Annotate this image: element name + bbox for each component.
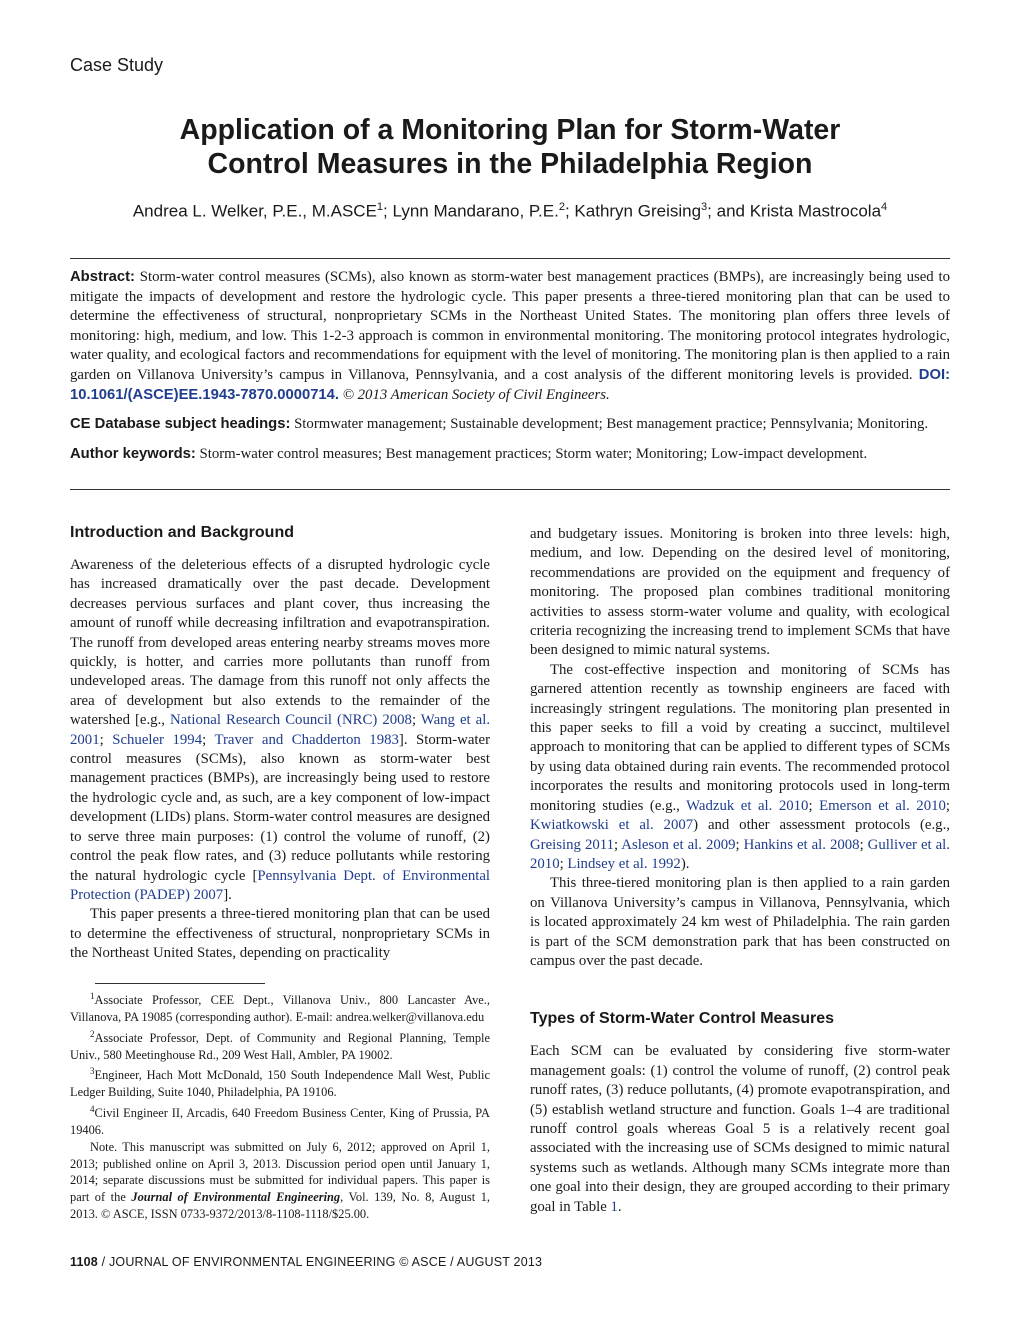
citation-separator: ; bbox=[808, 797, 820, 814]
author-2-affiliation: 2 bbox=[558, 201, 565, 213]
author-separator: ; bbox=[383, 201, 393, 221]
author-keywords-text: Storm-water control measures; Best management practices; Storm water; Monitoring; Low-impact development. bbox=[199, 445, 868, 462]
footnote-text: Associate Professor, Dept. of Community and Regional Planning, Temple Univ., 580 Meetinghouse Rd., 209 West Hall, Ambler, PA 19002. bbox=[70, 1030, 490, 1062]
abstract bbox=[70, 268, 950, 405]
author-1[interactable]: Andrea L. Welker, P.E., M.ASCE bbox=[132, 201, 377, 221]
abstract-block bbox=[70, 268, 950, 464]
right-column bbox=[530, 525, 950, 1217]
abstract-copyright: © 2013 American Society of Civil Engineers. bbox=[342, 386, 610, 403]
abstract-divider bbox=[70, 489, 950, 490]
citation-link[interactable]: Wang et al. 2001 bbox=[70, 712, 491, 748]
intro-text: Awareness of the deleterious effects of a disrupted hydrologic cycle has increased dramatically over the past decade. Development decreases pervious surfaces and plant cover, thus increasing the amount of runoff while decreasing infiltration and evapotranspiration. The runoff from developed areas entering nearby streams moves more quickly, is hotter, and carries more pollutants than runoff from undeveloped areas. The damage from this runoff not only affects the area of development but also extends to the remainder of the watershed [e.g., bbox=[70, 557, 490, 729]
citation-link[interactable]: Hankins et al. 2008 bbox=[743, 836, 860, 853]
abstract-text: Storm-water control measures (SCMs), also known as storm-water best management practices (BMPs), are increasingly being used to mitigate the impacts of development and restore the hydrologic cycle. This paper presents a three-tiered monitoring plan that can be used to determine the effectiveness of structural, nonproprietary SCMs in the Northeast United States. The monitoring plan offers three levels of monitoring: high, medium, and low. This 1-2-3 approach is common in environmental monitoring. The monitoring protocol integrates hydrologic, water quality, and ecological factors and recommendations for equipment with the level of monitoring. The monitoring plan is then applied to a rain garden on Villanova University’s campus in Villanova, Pennsylvania, and a cost analysis of the different monitoring levels is provided. bbox=[70, 269, 950, 383]
intro-text: ]. Storm-water control measures (SCMs), also known as storm-water best management practices (BMPs), are increasingly being used to restore the hydrologic cycle and, as such, are a key component of low-impact development (LIDs) plans. Storm-water control measures are designed to serve three main purposes: (1) control the volume of runoff, (2) control the peak flow rates, and (3) reduce pollutants while restoring the natural hydrologic cycle [ bbox=[70, 731, 490, 884]
citation-link[interactable]: Asleson et al. 2009 bbox=[621, 836, 736, 853]
author-separator: ; and bbox=[707, 201, 750, 221]
author-list bbox=[70, 201, 950, 222]
title-line-2: Control Measures in the Philadelphia Region bbox=[207, 148, 813, 180]
section-heading-introduction: Introduction and Background bbox=[70, 524, 294, 541]
citation-separator: ; bbox=[202, 731, 215, 748]
footnote-marker: 2 bbox=[90, 1028, 95, 1039]
intro-paragraph-4: This three-tiered monitoring plan is then applied to a rain garden on Villanova University’s campus in Villanova, Pennsylvania, which is located approximately 24 km west of Philadelphia. The rain garden is part of the SCM demonstration park that has been constructed on campus over the past decade. bbox=[530, 875, 950, 969]
footnote-3 bbox=[70, 1063, 490, 1101]
author-keywords-label: Author keywords: bbox=[70, 445, 196, 462]
footnote-marker: 1 bbox=[90, 991, 95, 1001]
citation-link[interactable]: Gulliver et al. 2010 bbox=[530, 836, 950, 872]
citation-separator: ; bbox=[559, 855, 568, 872]
citation-link[interactable]: Lindsey et al. 1992 bbox=[567, 855, 681, 872]
subject-headings-text: Stormwater management; Sustainable development; Best management practice; Pennsylvania; Monitoring. bbox=[294, 416, 929, 433]
footer-journal-info: / JOURNAL OF ENVIRONMENTAL ENGINEERING © ASCE / AUGUST 2013 bbox=[97, 1255, 543, 1269]
footnote-divider bbox=[95, 983, 265, 984]
footnote-marker: 4 bbox=[90, 1104, 95, 1115]
citation-link[interactable]: Greising 2011 bbox=[530, 836, 614, 853]
title-line-1: Application of a Monitoring Plan for Storm-Water bbox=[179, 114, 841, 146]
author-separator: ; bbox=[564, 201, 575, 221]
author-keywords bbox=[70, 445, 950, 465]
journal-name: Journal of Environmental Engineering bbox=[131, 1190, 341, 1205]
footnote-text: Civil Engineer II, Arcadis, 640 Freedom Business Center, King of Prussia, PA 19406. bbox=[70, 1106, 490, 1138]
note-text: Note. This manuscript was submitted on July 6, 2012; approved on April 1, 2013; published online on April 3, 2013. Discussion period open until January 1, 2014; separate discussions must be submitted for individual papers. This paper is part of the bbox=[70, 1139, 490, 1205]
citation-separator: ; bbox=[735, 836, 744, 853]
intro-text: The cost-effective inspection and monitoring of SCMs has garnered attention recently as township engineers are faced with increasingly stringent regulations. The monitoring plan presented in this paper seeks to fill a void by creating a succinct, multilevel approach to monitoring that can be applied to different types of SCMs by using data obtained during rain events. The recommended protocol incorporates the results and monitoring protocols used in long-term monitoring studies (e.g., bbox=[530, 661, 950, 814]
footnote-marker: 3 bbox=[90, 1066, 95, 1077]
citation-separator: ; bbox=[859, 836, 868, 853]
doi-link[interactable]: 10.1061/(ASCE)EE.1943-7870.0000714. bbox=[70, 386, 340, 403]
intro-text: ). bbox=[680, 855, 690, 872]
footnote-2 bbox=[70, 1026, 490, 1064]
types-paragraph-1 bbox=[530, 1042, 950, 1217]
top-divider bbox=[70, 258, 950, 259]
types-text: . bbox=[617, 1198, 622, 1215]
section-heading-types: Types of Storm-Water Control Measures bbox=[530, 1010, 835, 1028]
submission-note bbox=[70, 1139, 490, 1223]
intro-paragraph-2: This paper presents a three-tiered monitoring plan that can be used to determine the effectiveness of structural, nonproprietary SCMs in the Northeast United States, depending on practicality bbox=[70, 906, 490, 962]
author-3[interactable]: Kathryn Greising bbox=[574, 201, 702, 221]
citation-separator: ; bbox=[945, 797, 951, 814]
citation-link[interactable]: Kwiatkowski et al. 2007 bbox=[530, 817, 694, 834]
note-text: , Vol. 139, No. 8, August 1, 2013. © ASCE, ISSN 0733-9372/2013/8-1108-1118/$25.00. bbox=[70, 1190, 490, 1222]
article-title bbox=[70, 113, 950, 181]
subject-headings-label: CE Database subject headings: bbox=[70, 416, 291, 433]
author-2[interactable]: Lynn Mandarano, P.E. bbox=[392, 201, 559, 221]
citation-link[interactable]: Pennsylvania Dept. of Environmental Protection (PADEP) 2007 bbox=[70, 867, 491, 903]
citation-link[interactable]: Wadzuk et al. 2010 bbox=[686, 797, 809, 814]
footnote-4 bbox=[70, 1101, 490, 1139]
citation-link[interactable]: National Research Council (NRC) 2008 bbox=[170, 712, 412, 729]
subject-headings bbox=[70, 415, 950, 435]
types-text: Each SCM can be evaluated by considering five storm-water management goals: (1) control the volume of runoff, (2) control peak runoff rates, (3) reduce pollutants, (4) promote evapotranspiration, and (5) establish wetland structure and function. Goals 1–4 are traditional runoff control goals whereas Goal 5 is a relatively recent goal associated with the increasing use of SCMs designed to mimic natural systems such as wetlands. Although many SCMs integrate more than one goal into their design, they are grouped according to their primary goal in Table bbox=[530, 1043, 950, 1215]
citation-link[interactable]: Traver and Chadderton 1983 bbox=[214, 731, 399, 748]
author-4-affiliation: 4 bbox=[881, 201, 888, 213]
table-reference-link[interactable]: 1 bbox=[610, 1198, 618, 1215]
doi-label: DOI: bbox=[918, 366, 950, 383]
citation-link[interactable]: Emerson et al. 2010 bbox=[819, 797, 946, 814]
citation-separator: ; bbox=[411, 712, 421, 729]
left-column bbox=[70, 523, 490, 964]
page-number: 1108 bbox=[70, 1255, 98, 1269]
author-3-affiliation: 3 bbox=[701, 201, 708, 213]
intro-text: ) and other assessment protocols (e.g., bbox=[693, 817, 950, 834]
citation-separator: ; bbox=[99, 731, 113, 748]
intro-paragraph-1 bbox=[70, 556, 490, 905]
article-type-label: Case Study bbox=[70, 55, 164, 75]
intro-paragraph-2-continued: and budgetary issues. Monitoring is broken into three levels: high, medium, and low. Depending on the desired level of monitoring, recommendations are provided on the equipment and frequency of monitoring. The proposed plan combines traditional monitoring activities to assess storm-water volume and quality, with ecological criteria recognizing the increasing trend to implement SCMs that have been designed to mimic natural systems. bbox=[530, 526, 950, 659]
intro-text: ]. bbox=[223, 886, 232, 903]
author-1-affiliation: 1 bbox=[376, 201, 384, 213]
footnote-text: Engineer, Hach Mott McDonald, 150 South Independence Mall West, Public Ledger Building, Suite 1040, Philadelphia, PA 19106. bbox=[70, 1068, 490, 1100]
footnote-text: Associate Professor, CEE Dept., Villanova Univ., 800 Lancaster Ave., Villanova, PA 19085 (corresponding author). E-mail: andrea.welker@villanova.edu bbox=[70, 993, 490, 1024]
citation-link[interactable]: Schueler 1994 bbox=[112, 731, 203, 748]
citation-separator: ; bbox=[613, 836, 622, 853]
footnotes bbox=[70, 983, 490, 1223]
intro-paragraph-3 bbox=[530, 661, 950, 874]
page-footer bbox=[70, 1255, 542, 1269]
author-4[interactable]: Krista Mastrocola bbox=[749, 201, 882, 221]
footnote-1 bbox=[70, 988, 490, 1026]
abstract-label: Abstract: bbox=[70, 269, 135, 285]
